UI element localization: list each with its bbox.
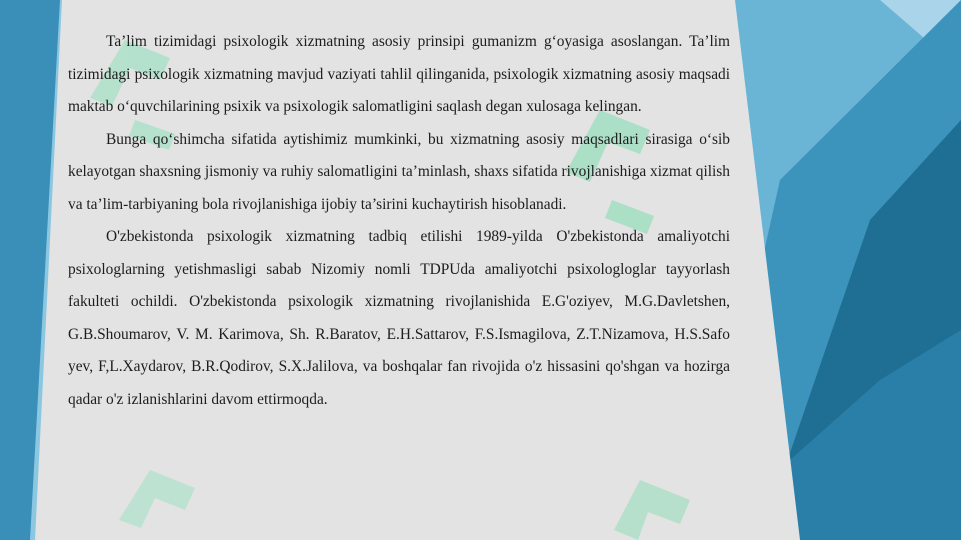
paragraph-1: Ta’lim tizimidagi psixologik xizmatning asosiy prinsipi gumanizm g‘oyasiga asoslangan. Ta’lim tizimidagi psixologik xizmatning mavjud vaziyati tahlil qilinganida, psixologik xizmatning asosiy maqsadi maktab o‘quvchilarining psixik va psixologik salomatligini saqlash degan xulosaga kelingan. <box>68 33 730 115</box>
document-body <box>68 26 730 416</box>
paragraph-3: O'zbekistonda psixologik xizmatning tadbiq etilishi 1989-yilda O'zbekistonda amaliyotchi psixologlarning yetishmasligi sabab Nizomiy nomli TDPUda amaliyotchi psixologloglar tayyorlash fakulteti ochildi. O'zbekistonda psixologik xizmatning rivojlanishida E.G'oziyev, M.G.Davletshen, G.B.Shoumarov, V. M. Karimova, Sh. R.Baratov, E.H.Sattarov, F.S.Ismagilova, Z.T.Nizamova, H.S.Safo yev, F,L.Xaydarov, B.R.Qodirov, S.X.Jalilova, va boshqalar fan rivojida o'z hissasini qo'shgan va hozirga qadar o'z izlanishlarini davom ettirmoqda. <box>68 228 730 408</box>
paragraph-2: Bunga qo‘shimcha sifatida aytishimiz mumkinki, bu xizmatning asosiy maqsadlari sirasiga o‘sib kelayotgan shaxsning jismoniy va ruhiy salomatligini ta’minlash, shaxs sifatida rivojlanishiga xizmat qilish va ta’lim-tarbiyaning bola rivojlanishiga ijobiy ta’sirini kuchaytirish hisoblanadi. <box>68 130 730 213</box>
